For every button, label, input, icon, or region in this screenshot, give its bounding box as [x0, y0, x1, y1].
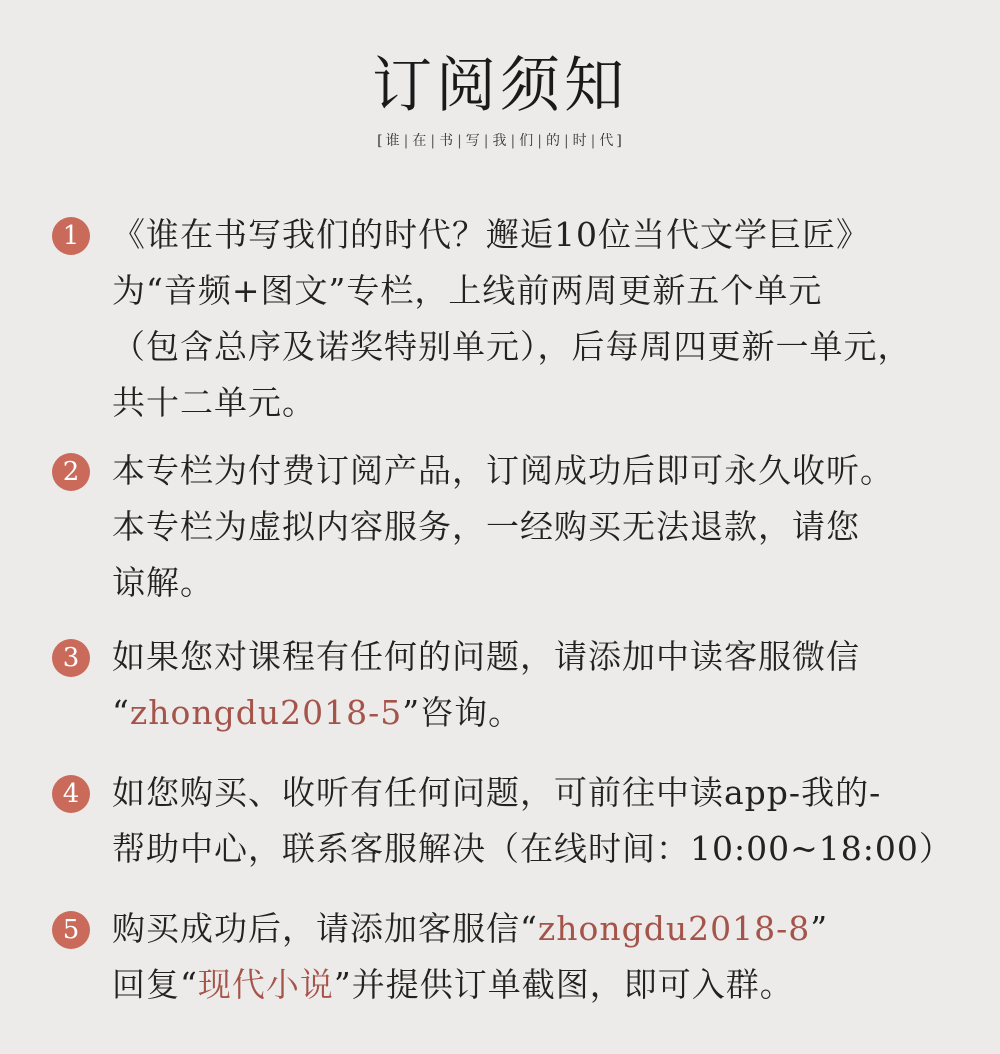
- notice-text: [112, 207, 952, 431]
- text-line: 共十二单元。: [112, 383, 316, 422]
- number-badge: 2: [52, 453, 90, 491]
- subtitle-close-bracket: ]: [616, 133, 623, 149]
- number-badge: 5: [52, 911, 90, 949]
- number-badge: 4: [52, 775, 90, 813]
- text-line: 帮助中心，联系客服解决（在线时间：10:00~18:00）: [112, 829, 953, 868]
- text-line: （包含总序及诺奖特别单元），后每周四更新一单元，: [112, 327, 912, 366]
- page-subtitle: [ 谁 | 在 | 书 | 写 | 我 | 们 | 的 | 时 | 代 ]: [377, 133, 623, 149]
- number-badge: 3: [52, 639, 90, 677]
- text-line: 如果您对课程有任何的问题，请添加中读客服微信: [112, 637, 860, 676]
- subtitle-char: 在: [412, 133, 428, 149]
- text-line: 本专栏为虚拟内容服务，一经购买无法退款，请您: [112, 507, 860, 546]
- notice-text: [112, 901, 952, 1013]
- text-line: 回复“现代小说”并提供订单截图，即可入群。: [112, 965, 794, 1004]
- subtitle-char: 写: [465, 133, 481, 149]
- notice-text: [112, 629, 952, 741]
- subtitle-char: 们: [519, 133, 535, 149]
- text-line: 《谁在书写我们的时代？邂逅10位当代文学巨匠》: [112, 215, 870, 254]
- subtitle-char: 的: [545, 133, 561, 149]
- subtitle-char: 时: [572, 133, 588, 149]
- subtitle-open-bracket: [: [377, 133, 384, 149]
- reply-keyword: 现代小说: [197, 965, 334, 1004]
- page-title: 订阅须知: [372, 51, 628, 121]
- text-line: “zhongdu2018-5”咨询。: [112, 693, 523, 732]
- wechat-id: zhongdu2018-8: [537, 909, 811, 948]
- text-line: 购买成功后，请添加客服信“zhongdu2018-8”: [112, 909, 829, 948]
- text-line: 如您购买、收听有任何问题，可前往中读app-我的-: [112, 773, 882, 812]
- subtitle-char: 我: [492, 133, 508, 149]
- text-line: 为“音频+图文”专栏，上线前两周更新五个单元: [112, 271, 823, 310]
- notice-text: [112, 443, 952, 611]
- text-line: 谅解。: [112, 563, 214, 602]
- notice-text: [112, 765, 952, 877]
- text-line: 本专栏为付费订阅产品，订阅成功后即可永久收听。: [112, 451, 894, 490]
- subtitle-char: 代: [599, 133, 615, 149]
- subtitle-char: 谁: [385, 133, 401, 149]
- number-badge: 1: [52, 217, 90, 255]
- subtitle-char: 书: [439, 133, 455, 149]
- wechat-id: zhongdu2018-5: [129, 693, 403, 732]
